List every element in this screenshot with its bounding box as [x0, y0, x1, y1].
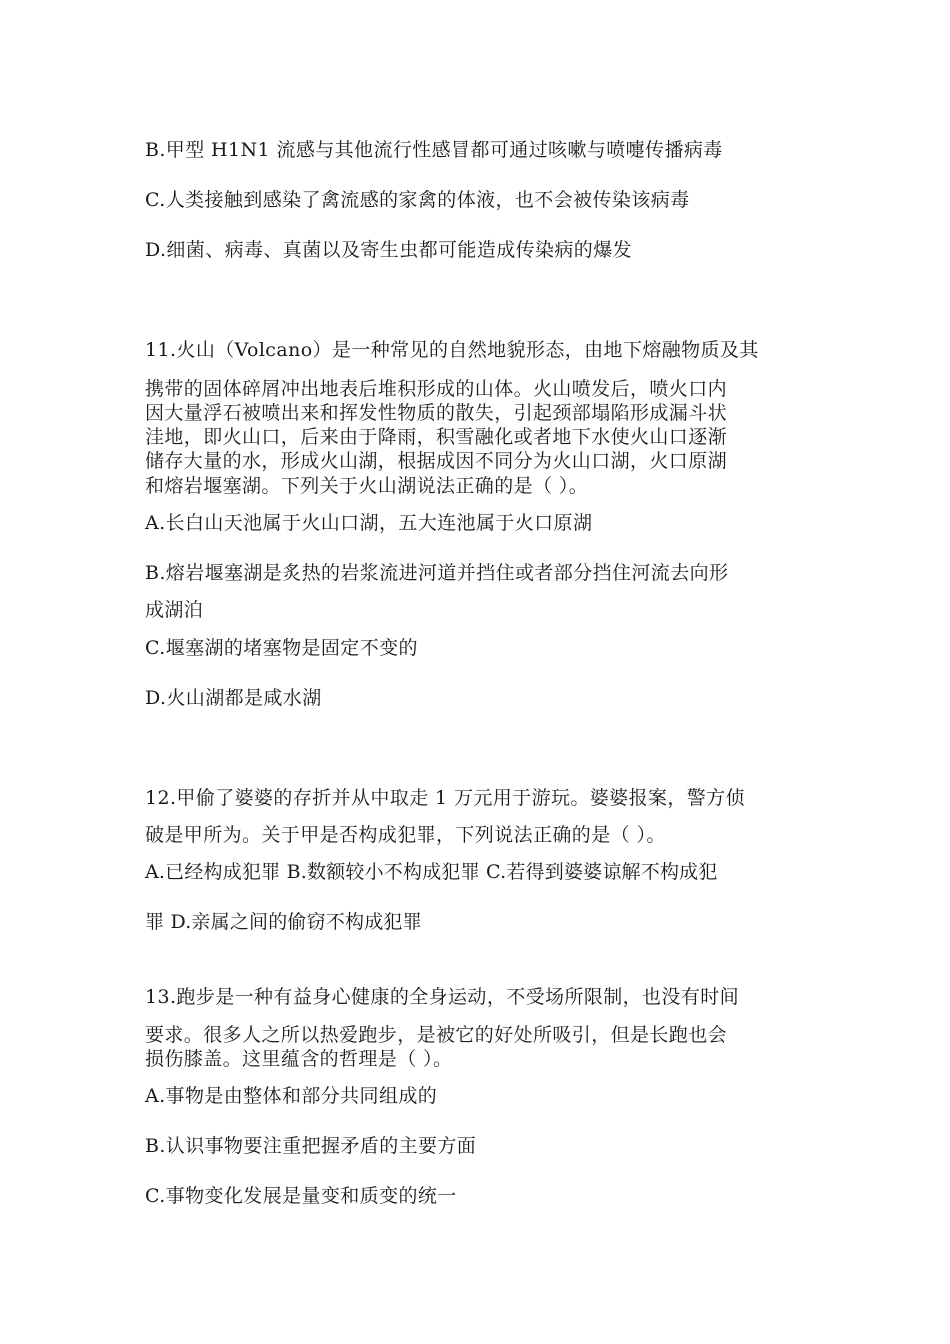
q13-option-a: A.事物是由整体和部分共同组成的	[145, 1085, 438, 1107]
q11-option-b-line-2: 成湖泊	[145, 599, 204, 621]
q11-option-c: C.堰塞湖的堵塞物是固定不变的	[145, 637, 418, 659]
q10-option-b: B.甲型 H1N1 流感与其他流行性感冒都可通过咳嗽与喷嚏传播病毒	[145, 139, 723, 161]
q11-option-b-line-1: B.熔岩堰塞湖是炙热的岩浆流进河道并挡住或者部分挡住河流去向形	[145, 562, 729, 584]
q11-stem-line-5: 储存大量的水，形成火山湖，根据成因不同分为火山口湖，火口原湖	[145, 450, 728, 472]
q11-stem-line-3: 因大量浮石被喷出来和挥发性物质的散失，引起颈部塌陷形成漏斗状	[145, 402, 728, 424]
q13-option-c: C.事物变化发展是量变和质变的统一	[145, 1185, 457, 1207]
q10-option-d: D.细菌、病毒、真菌以及寄生虫都可能造成传染病的爆发	[145, 239, 632, 261]
q11-stem-line-6: 和熔岩堰塞湖。下列关于火山湖说法正确的是（ ）。	[145, 475, 589, 497]
q11-option-d: D.火山湖都是咸水湖	[145, 687, 322, 709]
q13-stem-line-1: 13.跑步是一种有益身心健康的全身运动，不受场所限制，也没有时间	[145, 986, 740, 1008]
q11-stem-line-2: 携带的固体碎屑冲出地表后堆积形成的山体。火山喷发后，喷火口内	[145, 378, 728, 400]
q11-stem-line-4: 洼地，即火山口，后来由于降雨，积雪融化或者地下水使火山口逐渐	[145, 426, 728, 448]
q13-option-b: B.认识事物要注重把握矛盾的主要方面	[145, 1135, 477, 1157]
q11-stem-line-1: 11.火山（Volcano）是一种常见的自然地貌形态，由地下熔融物质及其	[145, 339, 759, 361]
q12-options-line-1: A.已经构成犯罪 B.数额较小不构成犯罪 C.若得到婆婆谅解不构成犯	[145, 861, 718, 883]
q10-option-c: C.人类接触到感染了禽流感的家禽的体液，也不会被传染该病毒	[145, 189, 690, 211]
q11-option-a: A.长白山天池属于火山口湖，五大连池属于火口原湖	[145, 512, 593, 534]
q12-stem-line-2: 破是甲所为。关于甲是否构成犯罪，下列说法正确的是（ ）。	[145, 824, 666, 846]
q12-options-line-2: 罪 D.亲属之间的偷窃不构成犯罪	[145, 911, 422, 933]
q13-stem-line-2: 要求。很多人之所以热爱跑步，是被它的好处所吸引，但是长跑也会	[145, 1024, 728, 1046]
q13-stem-line-3: 损伤膝盖。这里蕴含的哲理是（ ）。	[145, 1048, 453, 1070]
q12-stem-line-1: 12.甲偷了婆婆的存折并从中取走 1 万元用于游玩。婆婆报案，警方侦	[145, 787, 745, 809]
